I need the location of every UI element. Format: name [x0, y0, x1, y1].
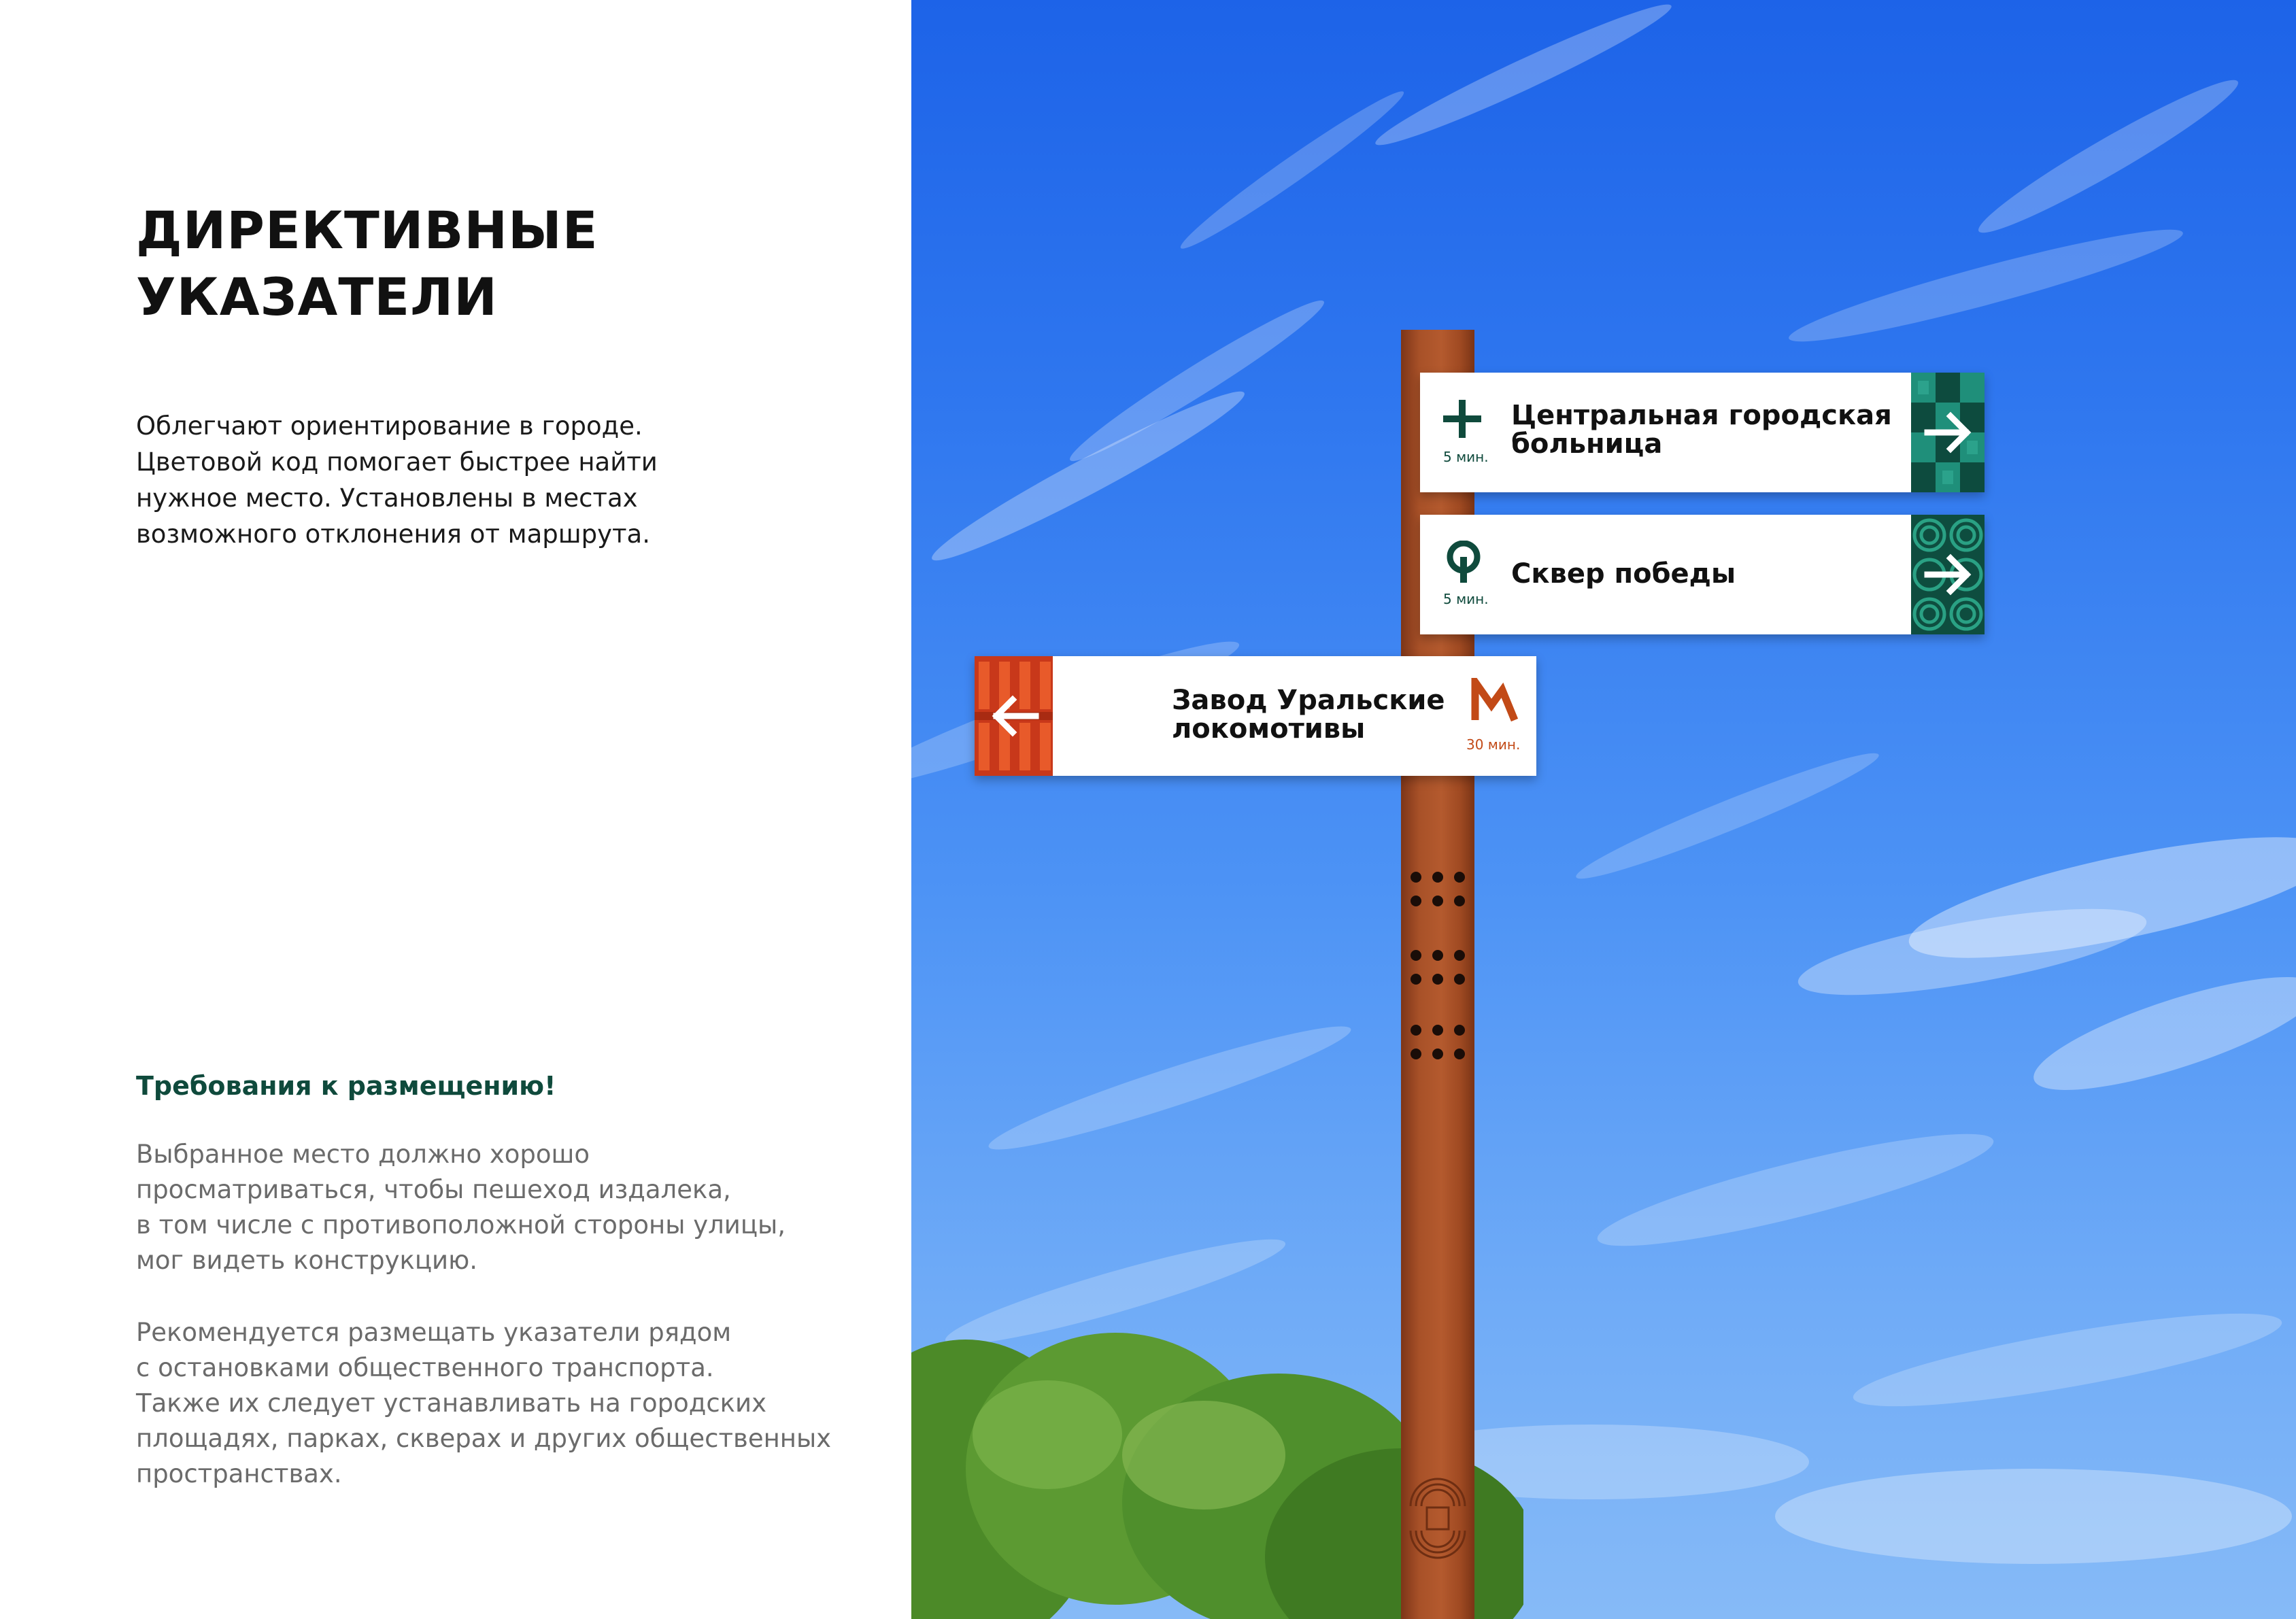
paragraph-line: мог видеть конструкцию.: [136, 1246, 478, 1275]
intro-line: Облегчают ориентирование в городе.: [136, 411, 643, 441]
paragraph-line: просматриваться, чтобы пешеход издалека,: [136, 1175, 731, 1204]
destination-label: [1511, 560, 1736, 588]
page-title: [136, 197, 816, 330]
intro-line: Цветовой код помогает быстрее найти: [136, 447, 658, 477]
destination-line: Сквер победы: [1511, 558, 1736, 590]
paragraph-line: Рекомендуется размещать указатели рядом: [136, 1318, 732, 1347]
paragraph-line: Выбранное место должно хорошо: [136, 1140, 590, 1169]
paragraph-line: пространствах.: [136, 1459, 342, 1488]
decorative-dot-grid: [1401, 330, 1474, 1486]
intro-paragraph: [136, 408, 748, 552]
paragraph-line: Также их следует устанавливать на городских: [136, 1388, 766, 1418]
paragraph-line: площадях, парках, скверах и других общественных: [136, 1424, 832, 1453]
intro-line: нужное место. Установлены в местах: [136, 483, 638, 513]
signpost-photo: [911, 0, 2296, 1619]
direction-sign-factory: [975, 656, 1536, 776]
requirements-paragraph-1: [136, 1137, 884, 1278]
page-title-line-1: ДИРЕКТИВНЫЕ: [136, 200, 598, 260]
destination-line: больница: [1511, 428, 1663, 460]
walking-time-label: 30 мин.: [1466, 736, 1521, 753]
arrow-right-icon: [1911, 515, 1985, 634]
factory-m-icon: [1471, 678, 1519, 723]
destination-line: Центральная городская: [1511, 400, 1892, 431]
direction-sign-park: [1420, 515, 1985, 634]
direction-sign-hospital: [1420, 373, 1985, 492]
arrow-right-icon: [1911, 373, 1985, 492]
walking-time-label: 5 мин.: [1443, 449, 1489, 465]
page-title-line-2: УКАЗАТЕЛИ: [136, 267, 498, 327]
destination-label: [1511, 401, 1892, 458]
walking-time-label: 5 мин.: [1443, 591, 1489, 607]
requirements-heading: Требования к размещению!: [136, 1071, 556, 1101]
text-panel: [0, 0, 911, 1619]
destination-line: локомотивы: [1172, 713, 1366, 745]
destination-line: Завод Уральские: [1172, 685, 1445, 716]
arrow-left-icon: [975, 656, 1053, 776]
paragraph-line: с остановками общественного транспорта.: [136, 1353, 714, 1382]
requirements-paragraph-2: [136, 1315, 884, 1492]
destination-label: [1172, 686, 1445, 743]
paragraph-line: в том числе с противоположной стороны улицы,: [136, 1210, 786, 1240]
tree-icon: [1446, 541, 1481, 583]
engraved-emblem-icon: [1406, 1459, 1469, 1578]
intro-line: возможного отклонения от маршрута.: [136, 519, 650, 549]
medical-cross-icon: [1443, 400, 1481, 438]
